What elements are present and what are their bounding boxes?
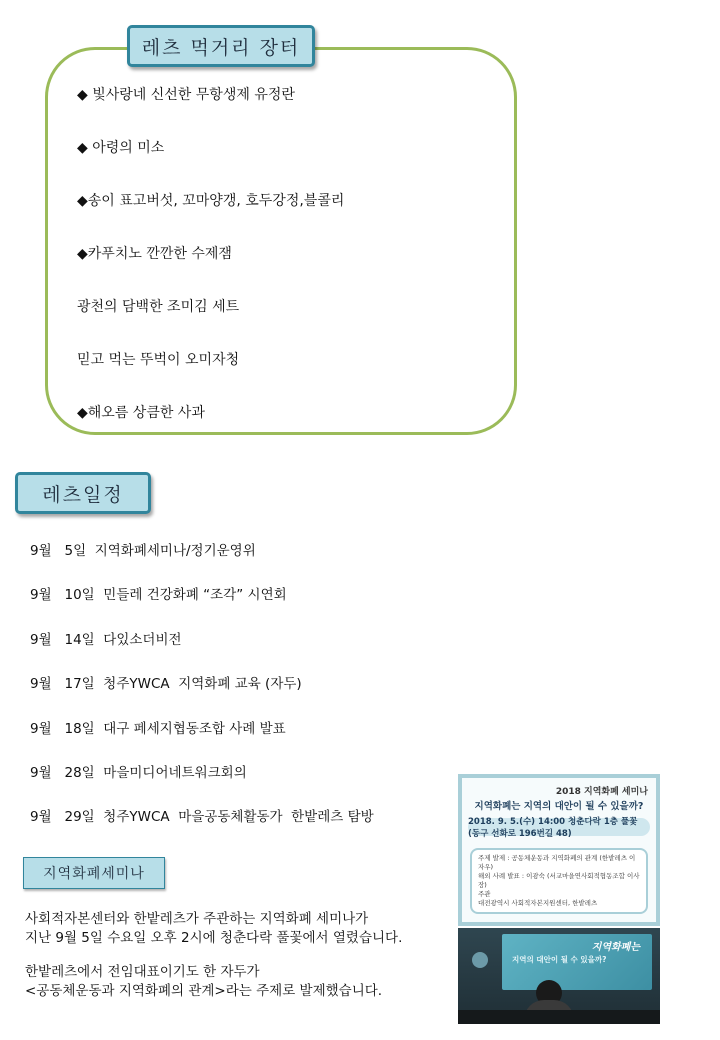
market-title: 레츠 먹거리 장터 [127,25,315,67]
seminar-line: 한밭레츠에서 전임대표이기도 한 자두가 [25,964,260,980]
screen-text: 지역의 대안이 될 수 있을까? [512,955,607,964]
market-list [77,84,344,455]
market-item: ◆ 아령의 미소 [77,140,165,156]
schedule-title: 레츠일정 [15,472,151,514]
seminar-line: 사회적자본센터와 한밭레츠가 주관하는 지역화폐 세미나가 [25,911,369,927]
poster-card [462,778,656,922]
market-item: ◆ 빛사랑네 신선한 무항생제 유정란 [77,87,295,103]
market-item: ◆송이 표고버섯, 꼬마양갱, 호두강정,블콜리 [77,193,345,209]
poster-detail-line: 대전광역시 사회적자본지원센터, 한밭레츠 [478,899,598,907]
poster-title: 지역화폐는 지역의 대안이 될 수 있을까? [474,801,644,812]
schedule-item: 9월 29일 청주YWCA 마을공동체활동가 한밭레츠 탐방 [30,809,374,826]
schedule-list [30,540,374,851]
projection-screen [502,934,652,990]
seminar-photo [458,928,660,1024]
seminar-paragraph-2 [25,963,382,1001]
seminar-line: <공동체운동과 지역화폐의 관계>라는 주제로 발제했습니다. [25,983,383,999]
poster-detail-line: 주관 [478,890,491,898]
screen-badge: 지역화폐는 [591,942,640,953]
seminar-paragraph-1 [25,910,402,948]
schedule-item: 9월 18일 대구 페세지협동조합 사례 발표 [30,720,286,737]
schedule-item: 9월 5일 지역화폐세미나/정기운영위 [30,543,256,559]
poster-detail-line: 주제 발제 : 공동체운동과 지역화폐의 관계 (한밭레츠 이자우) [478,854,636,871]
poster-details [470,848,648,914]
schedule-item: 9월 14일 다있소더비전 [30,631,182,648]
seminar-poster-image [458,774,660,926]
poster-series: 2018 지역화폐 세미나 [555,787,648,797]
poster-date: 2018. 9. 5.(수) 14:00 청춘다락 1층 풀꽃 (동구 선화로 196번길 48) [468,818,650,836]
schedule-item: 9월 28일 마을미디어네트워크회의 [30,764,247,781]
desk [458,1010,660,1024]
schedule-item: 9월 10일 민들레 건강화폐 “조각” 시연회 [30,587,287,604]
market-item: 믿고 먹는 뚜벅이 오미자청 [77,352,240,368]
seminar-title: 지역화폐세미나 [23,857,165,889]
seminar-line: 지난 9월 5일 수요일 오후 2시에 청춘다락 풀꽃에서 열렸습니다. [25,930,403,946]
schedule-item: 9월 17일 청주YWCA 지역화폐 교육 (자두) [30,676,302,693]
market-item: ◆해오름 상큼한 사과 [77,405,205,421]
light-icon [472,952,488,968]
poster-detail-line: 해외 사례 발표 : 이광숙 (서교마을연사회적협동조합 이사장) [478,872,640,889]
market-item: 광천의 담백한 조미김 세트 [77,299,240,315]
market-item: ◆카푸치노 깐깐한 수제잼 [77,246,232,262]
